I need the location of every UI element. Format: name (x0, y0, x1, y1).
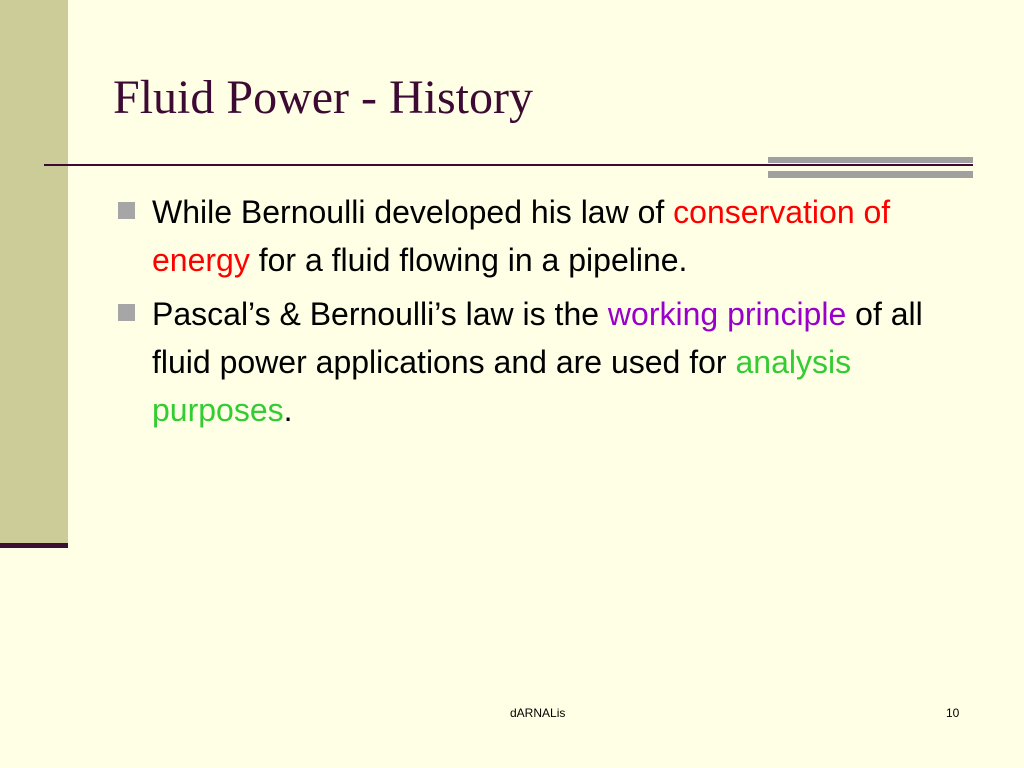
page-number: 10 (946, 706, 960, 720)
title-rule-accent (768, 157, 973, 178)
bullet-text: . (283, 392, 293, 428)
bullet-text: While Bernoulli developed his law of (152, 194, 674, 230)
accent-stripe-bottom (768, 171, 973, 178)
bullet-item (118, 188, 968, 284)
footer-author: dARNALis (510, 706, 566, 720)
square-bullet-icon (118, 202, 135, 219)
bullet-list (118, 188, 968, 440)
bullet-text: of all fluid power applications and are used for (152, 296, 923, 380)
left-bar-cap (0, 543, 68, 548)
bullet-text: for a fluid flowing in a pipeline. (249, 242, 688, 278)
highlight-conservation-of-energy: conservation of energy (152, 194, 891, 278)
bullet-text: Pascal’s & Bernoulli’s law is the (152, 296, 608, 332)
left-decorative-bar (0, 0, 68, 548)
bullet-item (118, 290, 968, 434)
highlight-analysis-purposes: analysis purposes (152, 344, 852, 428)
square-bullet-icon (118, 304, 135, 321)
highlight-working-principle: working principle (607, 296, 847, 332)
slide-title: Fluid Power - History (113, 71, 533, 124)
accent-stripe-top (768, 157, 973, 163)
